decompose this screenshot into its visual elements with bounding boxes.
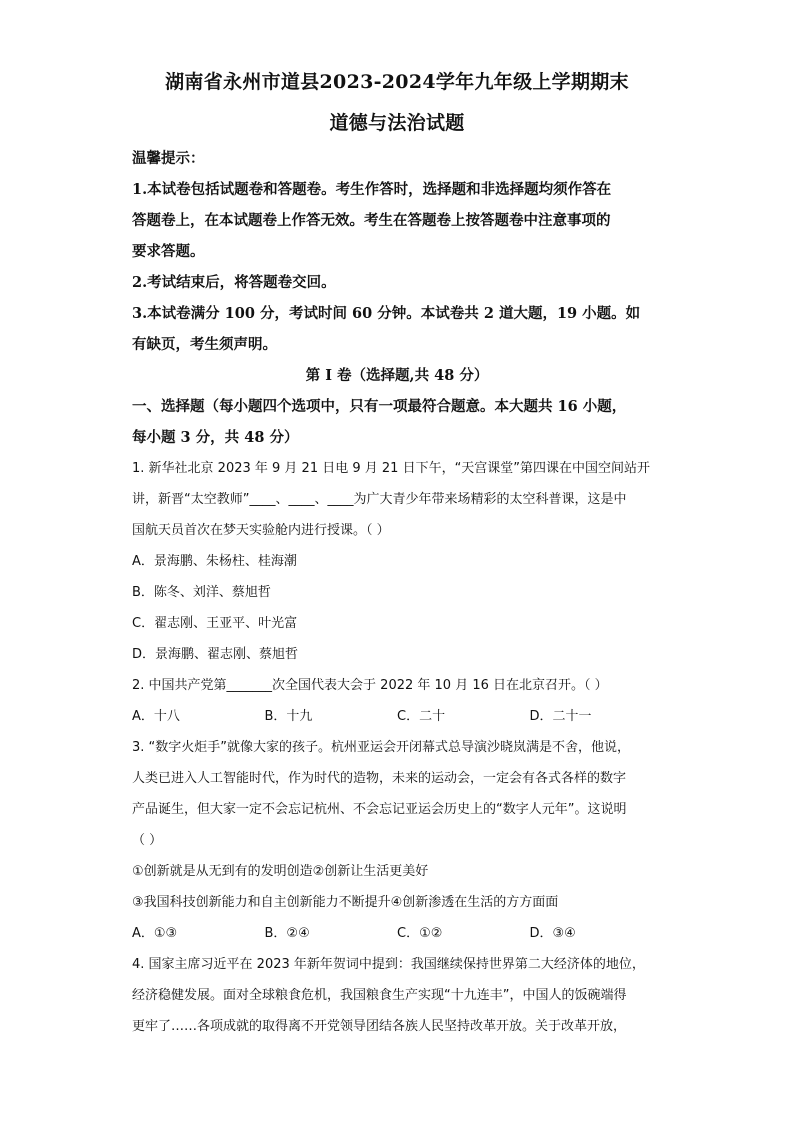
question-text-line: 4. 国家主席习近平在 2023 年新年贺词中提到：我国继续保持世界第二大经济体的地位，	[132, 957, 645, 972]
section-heading-line: 每小题 3 分，共 48 分）	[132, 429, 299, 446]
question-4	[132, 949, 662, 1042]
exam-title-line1: 湖南省永州市道县2023-2024学年九年级上学期期末	[165, 71, 629, 93]
notice-line: 要求答题。	[132, 243, 205, 260]
notice-heading: 温馨提示：	[132, 150, 205, 167]
question-text-line: 1. 新华社北京 2023 年 9 月 21 日电 9 月 21 日下午，“天宫课堂”第四课在中国空间站开	[132, 461, 651, 476]
notice-line: 3.本试卷满分 100 分，考试时间 60 分钟。本试卷共 2 道大题，19 小题。如	[132, 305, 641, 322]
question-text-line: 讲，新晋“太空教师”____、____、____为广大青少年带来场精彩的太空科普课，这是中	[132, 492, 627, 507]
option-b: B．十九	[264, 709, 313, 724]
option-a: A．景海鹏、朱杨柱、桂海潮	[132, 554, 297, 569]
option-a: A．十八	[132, 709, 180, 724]
option-c: C．翟志刚、王亚平、叶光富	[132, 616, 298, 631]
question-1	[132, 453, 662, 670]
option-c: C．二十	[397, 709, 446, 724]
question-text-line: 2. 中国共产党第_______次全国代表大会于 2022 年 10 月 16 日在北京召开。（ ）	[132, 678, 608, 693]
question-text-line: 国航天员首次在梦天实验舱内进行授课。（ ）	[132, 523, 390, 538]
question-text-line: 产品诞生，但大家一定不会忘记杭州、不会忘记亚运会历史上的“数字人元年”。这说明	[132, 802, 627, 817]
notice-line: 1.本试卷包括试题卷和答题卷。考生作答时，选择题和非选择题均须作答在	[132, 181, 612, 198]
option-d: D．③④	[529, 926, 576, 941]
question-text-line: 经济稳健发展。面对全球粮食危机，我国粮食生产实现“十九连丰”，中国人的饭碗端得	[132, 988, 627, 1003]
option-b: B．陈冬、刘洋、蔡旭哲	[132, 585, 271, 600]
notice-line: 答题卷上，在本试题卷上作答无效。考生在答题卷上按答题卷中注意事项的	[132, 212, 611, 229]
exam-page	[132, 62, 662, 1042]
statement-line: ③我国科技创新能力和自主创新能力不断提升④创新渗透在生活的方方面面	[132, 895, 559, 910]
statement-line: ①创新就是从无到有的发明创造②创新让生活更美好	[132, 864, 429, 879]
option-a: A．①③	[132, 926, 178, 941]
notice-line: 有缺页，考生须声明。	[132, 336, 277, 353]
options-row	[132, 701, 662, 732]
option-d: D．景海鹏、翟志刚、蔡旭哲	[132, 647, 299, 662]
option-d: D．二十一	[529, 709, 592, 724]
part1-title: 第 I 卷（选择题,共 48 分）	[305, 367, 489, 384]
notice-line: 2.考试结束后，将答题卷交回。	[132, 274, 336, 291]
option-c: C．①②	[397, 926, 443, 941]
question-text-line: 更牢了……各项成就的取得离不开党领导团结各族人民坚持改革开放。关于改革开放，	[132, 1019, 627, 1034]
question-3	[132, 732, 662, 949]
question-text-line: 人类已进入人工智能时代，作为时代的造物，未来的运动会，一定会有各式各样的数字	[132, 771, 627, 786]
option-b: B．②④	[264, 926, 310, 941]
question-text-line: 3. “数字火炬手”就像大家的孩子。杭州亚运会开闭幕式总导演沙晓岚满是不舍，他说，	[132, 740, 631, 755]
question-2	[132, 670, 662, 732]
question-text-line: （ ）	[132, 833, 163, 848]
exam-title-line2: 道德与法治试题	[329, 112, 465, 134]
options-row	[132, 918, 662, 949]
section-heading-line: 一、选择题（每小题四个选项中，只有一项最符合题意。本大题共 16 小题，	[132, 398, 627, 415]
notice-block	[132, 143, 662, 360]
